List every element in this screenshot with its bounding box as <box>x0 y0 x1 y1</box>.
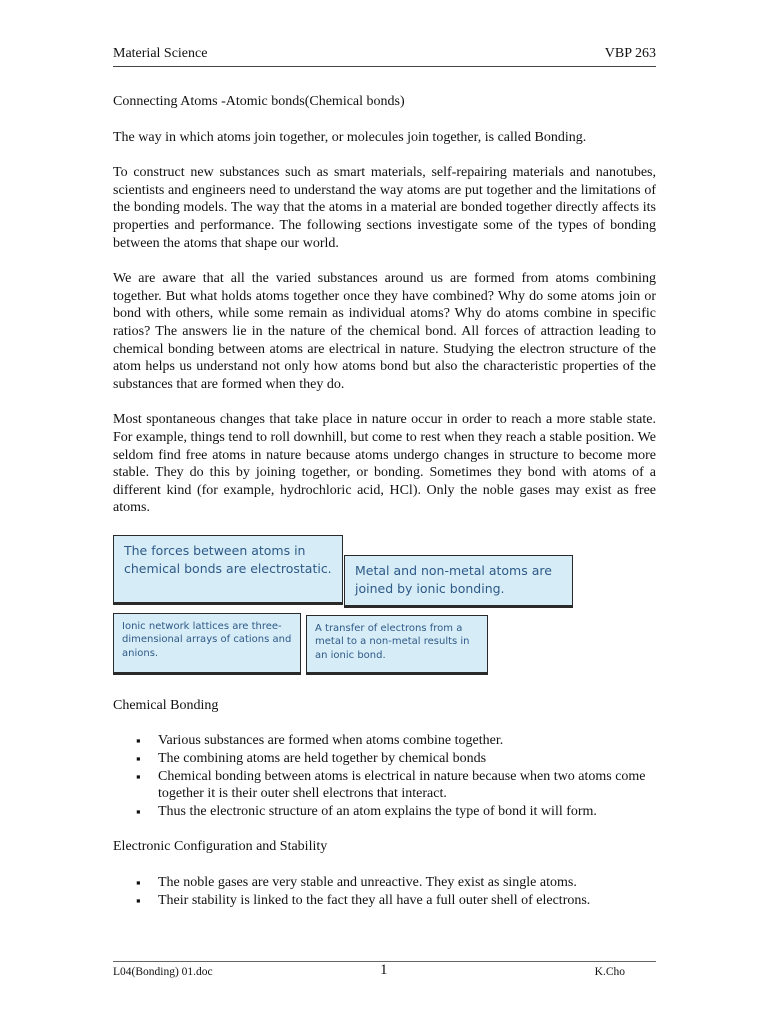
paragraph-1: The way in which atoms join together, or molecules join together, is called Bonding. <box>113 129 587 145</box>
list-item: ▪ Thus the electronic structure of an atom explains the type of bond it will form. <box>113 803 656 821</box>
header-course: Material Science <box>113 46 208 61</box>
list-item: ▪ Various substances are formed when atoms combine together. <box>113 732 656 750</box>
page-number: 1 <box>380 962 388 978</box>
page-footer <box>113 961 656 982</box>
callout-boxes <box>113 535 656 685</box>
page-header <box>113 46 656 67</box>
list-item: ▪ The combining atoms are held together by chemical bonds <box>113 750 656 768</box>
footer-filename: L04(Bonding) 01.doc <box>113 966 213 978</box>
callout-forces: The forces between atoms in chemical bonds are electrostatic. <box>113 535 343 605</box>
section-heading-electronic-configuration: Electronic Configuration and Stability <box>113 839 328 855</box>
callout-ionic: Metal and non-metal atoms are joined by ionic bonding. <box>344 555 573 608</box>
list-item: ▪ The noble gases are very stable and unreactive. They exist as single atoms. <box>113 874 656 892</box>
callout-transfer: A transfer of electrons from a metal to a non-metal results in an ionic bond. <box>306 615 488 675</box>
chemical-bonding-list <box>113 732 656 820</box>
section-heading-chemical-bonding: Chemical Bonding <box>113 697 219 713</box>
list-item: ▪ Chemical bonding between atoms is electrical in nature because when two atoms come together it is their outer shell electrons that interact. <box>113 768 656 803</box>
paragraph-2: To construct new substances such as smart materials, self-repairing materials and nanotubes, scientists and engineers need to understand the way atoms are put together and the limitations of the bonding models. The way that the atoms in a material are bonded together directly affects its properties and performance. The following sections investigate some of the types of bonding between the atoms that shape our world. <box>113 165 656 251</box>
list-item: ▪ Their stability is linked to the fact they all have a full outer shell of electrons. <box>113 892 656 910</box>
header-code: VBP 263 <box>604 46 656 61</box>
paragraph-4: Most spontaneous changes that take place in nature occur in order to reach a more stable state. For example, things tend to roll downhill, but come to rest when they reach a stable position. We seldom find free atoms in nature because atoms undergo changes in structure to become more stable. They do this by joining together, or bonding. Sometimes they bond with atoms of a different kind (for example, hydrochloric acid, HCl). Only the noble gases may exist as free atoms. <box>113 412 656 516</box>
footer-author: K.Cho <box>594 966 625 978</box>
electronic-configuration-list <box>113 874 656 909</box>
document-title: Connecting Atoms -Atomic bonds(Chemical bonds) <box>113 94 405 109</box>
paragraph-3: We are aware that all the varied substances around us are formed from atoms combining together. But what holds atoms together once they have combined? Why do some atoms join or bond with others, while some remain as individual atoms? Why do atoms combine in specific ratios? The answers lie in the nature of the chemical bond. All forces of attraction leading to chemical bonding between atoms are electrical in nature. Studying the electron structure of the atom helps us understand not only how atoms bond but also the characteristic properties of the substances that are formed when they do. <box>113 271 656 392</box>
document-body <box>113 93 656 927</box>
callout-lattices: Ionic network lattices are three-dimensional arrays of cations and anions. <box>113 613 301 675</box>
